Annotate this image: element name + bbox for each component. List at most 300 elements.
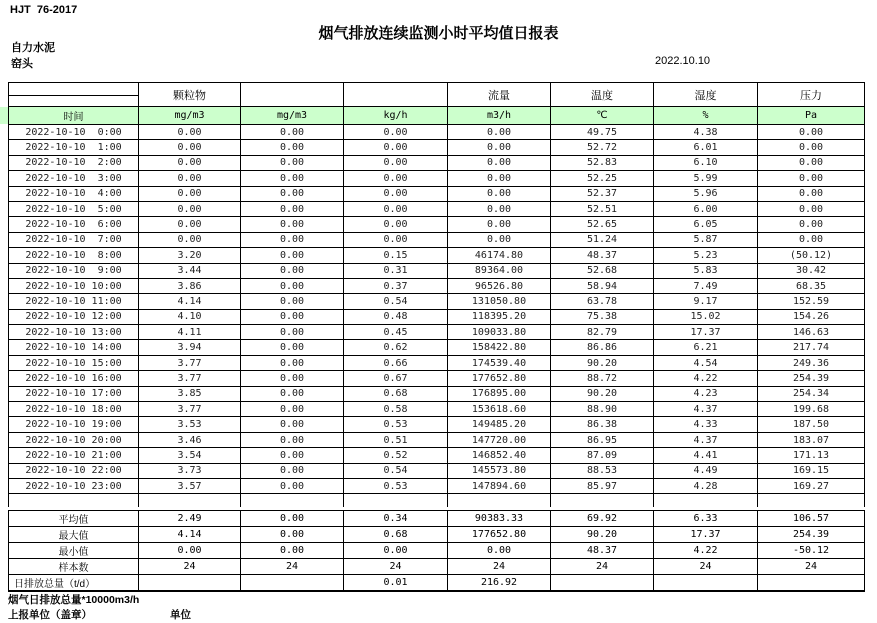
value-cell: 0.00 (139, 140, 241, 155)
time-cell: 2022-10-10 13:00 (9, 325, 139, 340)
value-cell: 0.52 (344, 448, 448, 463)
value-cell: 24 (551, 559, 654, 575)
value-cell: 106.57 (758, 511, 865, 527)
hour-row (9, 402, 865, 417)
time-cell: 2022-10-10 7:00 (9, 232, 139, 247)
value-cell: 51.24 (551, 232, 654, 247)
value-cell: 0.00 (758, 201, 865, 216)
hour-row (9, 248, 865, 263)
value-cell: 0.34 (344, 511, 448, 527)
value-cell: 131050.80 (448, 294, 551, 309)
unit-header-row (9, 107, 865, 125)
value-cell: 0.00 (448, 171, 551, 186)
value-cell: 4.49 (654, 463, 758, 478)
hour-row (9, 171, 865, 186)
value-cell: 0.00 (758, 232, 865, 247)
value-cell: 0.45 (344, 325, 448, 340)
value-cell: 0.00 (241, 201, 344, 216)
value-cell: 3.77 (139, 355, 241, 370)
value-cell: 90.20 (551, 355, 654, 370)
value-cell: 52.51 (551, 201, 654, 216)
value-cell: 0.00 (139, 155, 241, 170)
value-cell: 0.01 (344, 575, 448, 592)
value-cell: 0.00 (241, 463, 344, 478)
hour-row (9, 186, 865, 201)
value-cell: 46174.80 (448, 248, 551, 263)
value-cell: 216.92 (448, 575, 551, 592)
value-cell (241, 575, 344, 592)
value-cell: 4.38 (654, 125, 758, 140)
value-cell: 0.00 (344, 171, 448, 186)
value-cell: 5.87 (654, 232, 758, 247)
value-cell: 90.20 (551, 386, 654, 401)
time-cell: 2022-10-10 6:00 (9, 217, 139, 232)
hour-row (9, 325, 865, 340)
value-cell: 3.20 (139, 248, 241, 263)
value-cell: 146.63 (758, 325, 865, 340)
value-cell: 0.00 (241, 527, 344, 543)
value-cell: 5.99 (654, 171, 758, 186)
value-cell (139, 575, 241, 592)
value-cell: 4.23 (654, 386, 758, 401)
value-cell: 0.00 (448, 232, 551, 247)
value-cell: 0.00 (758, 171, 865, 186)
value-cell: 58.94 (551, 278, 654, 293)
summary-label-cell: 最大值 (9, 527, 139, 543)
summary-label-cell: 日排放总量（t/d） (9, 575, 139, 592)
value-cell: 0.00 (241, 355, 344, 370)
value-cell: 0.00 (758, 217, 865, 232)
value-cell: 0.37 (344, 278, 448, 293)
group-header-pressure: 压力 (758, 83, 865, 107)
value-cell: 0.00 (241, 511, 344, 527)
value-cell: 86.86 (551, 340, 654, 355)
hour-row (9, 140, 865, 155)
time-cell: 2022-10-10 4:00 (9, 186, 139, 201)
value-cell: 177652.80 (448, 527, 551, 543)
time-cell: 2022-10-10 19:00 (9, 417, 139, 432)
time-cell: 2022-10-10 5:00 (9, 201, 139, 216)
value-cell: 4.22 (654, 371, 758, 386)
value-cell: 3.44 (139, 263, 241, 278)
value-cell: 89364.00 (448, 263, 551, 278)
summary-row (9, 527, 865, 543)
value-cell: 0.00 (344, 155, 448, 170)
time-header-split-cell (9, 83, 139, 107)
spacer-cell (9, 494, 139, 507)
value-cell: 169.15 (758, 463, 865, 478)
time-cell: 2022-10-10 1:00 (9, 140, 139, 155)
hour-row (9, 294, 865, 309)
summary-row (9, 543, 865, 559)
spacer-cell (344, 494, 448, 507)
value-cell: 0.00 (241, 325, 344, 340)
value-cell: 109033.80 (448, 325, 551, 340)
value-cell: 4.54 (654, 355, 758, 370)
spacer-cell (758, 494, 865, 507)
value-cell: 4.41 (654, 448, 758, 463)
hour-row (9, 371, 865, 386)
value-cell: 5.23 (654, 248, 758, 263)
report-date: 2022.10.10 (655, 55, 711, 67)
value-cell: 3.57 (139, 478, 241, 493)
value-cell: 146852.40 (448, 448, 551, 463)
value-cell (758, 575, 865, 592)
value-cell: 0.00 (241, 186, 344, 201)
hour-row (9, 355, 865, 370)
value-cell: 118395.20 (448, 309, 551, 324)
value-cell: 30.42 (758, 263, 865, 278)
time-cell: 2022-10-10 18:00 (9, 402, 139, 417)
summary-label-cell: 平均值 (9, 511, 139, 527)
spacer-cell (654, 494, 758, 507)
value-cell: 0.00 (241, 125, 344, 140)
report-unit-label: 上报单位（盖章） (8, 609, 92, 621)
value-cell: 52.72 (551, 140, 654, 155)
time-cell: 2022-10-10 10:00 (9, 278, 139, 293)
page-title: 烟气排放连续监测小时平均值日报表 (318, 25, 559, 42)
value-cell: 147720.00 (448, 432, 551, 447)
spacer-cell (448, 494, 551, 507)
value-cell: 3.77 (139, 371, 241, 386)
time-cell: 2022-10-10 11:00 (9, 294, 139, 309)
value-cell: 52.83 (551, 155, 654, 170)
value-cell: 254.39 (758, 527, 865, 543)
spacer-row (9, 494, 865, 507)
value-cell: 49.75 (551, 125, 654, 140)
unit-label: 单位 (170, 609, 191, 621)
value-cell: 0.00 (241, 402, 344, 417)
value-cell: 0.00 (241, 171, 344, 186)
value-cell: 0.00 (241, 448, 344, 463)
value-cell: 88.90 (551, 402, 654, 417)
value-cell: 85.97 (551, 478, 654, 493)
monitoring-point: 窑头 (11, 58, 33, 70)
value-cell: 15.02 (654, 309, 758, 324)
spacer-cell (551, 494, 654, 507)
value-cell: 52.65 (551, 217, 654, 232)
value-cell: 187.50 (758, 417, 865, 432)
value-cell: 171.13 (758, 448, 865, 463)
value-cell: 63.78 (551, 294, 654, 309)
value-cell: 7.49 (654, 278, 758, 293)
hour-row (9, 125, 865, 140)
value-cell: 4.11 (139, 325, 241, 340)
value-cell: 4.10 (139, 309, 241, 324)
spacer-body (9, 494, 865, 507)
time-cell: 2022-10-10 0:00 (9, 125, 139, 140)
hour-row (9, 417, 865, 432)
value-cell: 254.39 (758, 371, 865, 386)
value-cell: 0.54 (344, 463, 448, 478)
value-cell: 3.54 (139, 448, 241, 463)
hour-row (9, 217, 865, 232)
time-cell: 2022-10-10 21:00 (9, 448, 139, 463)
hour-row (9, 386, 865, 401)
value-cell: 0.00 (241, 140, 344, 155)
value-cell: 3.53 (139, 417, 241, 432)
value-cell: 0.00 (139, 201, 241, 216)
value-cell: 0.00 (241, 217, 344, 232)
time-cell: 2022-10-10 3:00 (9, 171, 139, 186)
value-cell: 0.00 (139, 186, 241, 201)
value-cell: 0.62 (344, 340, 448, 355)
value-cell: 0.58 (344, 402, 448, 417)
time-cell: 2022-10-10 20:00 (9, 432, 139, 447)
value-cell: 48.37 (551, 248, 654, 263)
value-cell: 0.00 (344, 201, 448, 216)
spacer-cell (241, 494, 344, 507)
value-cell: 6.33 (654, 511, 758, 527)
value-cell: 90383.33 (448, 511, 551, 527)
value-cell: 176895.00 (448, 386, 551, 401)
value-cell: 177652.80 (448, 371, 551, 386)
value-cell: 52.37 (551, 186, 654, 201)
value-cell: 5.96 (654, 186, 758, 201)
value-cell: 0.00 (139, 217, 241, 232)
time-cell: 2022-10-10 9:00 (9, 263, 139, 278)
value-cell: 0.51 (344, 432, 448, 447)
value-cell: 145573.80 (448, 463, 551, 478)
group-header-temperature: 温度 (551, 83, 654, 107)
time-cell: 2022-10-10 23:00 (9, 478, 139, 493)
value-cell: 0.67 (344, 371, 448, 386)
value-cell: 69.92 (551, 511, 654, 527)
value-cell: 6.21 (654, 340, 758, 355)
value-cell: 4.28 (654, 478, 758, 493)
value-cell: 48.37 (551, 543, 654, 559)
value-cell: 0.53 (344, 478, 448, 493)
value-cell: 24 (448, 559, 551, 575)
value-cell: 6.01 (654, 140, 758, 155)
time-cell: 2022-10-10 15:00 (9, 355, 139, 370)
value-cell: 0.00 (139, 543, 241, 559)
value-cell: 183.07 (758, 432, 865, 447)
value-cell: (50.12) (758, 248, 865, 263)
value-cell: 0.15 (344, 248, 448, 263)
value-cell: 0.00 (241, 263, 344, 278)
unit-header-mgm3-2: mg/m3 (241, 107, 344, 125)
hour-row (9, 201, 865, 216)
time-cell: 2022-10-10 14:00 (9, 340, 139, 355)
hour-row (9, 155, 865, 170)
value-cell: 2.49 (139, 511, 241, 527)
group-header-flow: 流量 (448, 83, 551, 107)
value-cell: 0.00 (344, 232, 448, 247)
value-cell (654, 575, 758, 592)
hour-row (9, 309, 865, 324)
summary-rows-body (9, 511, 865, 592)
hourly-data-table (8, 82, 865, 507)
value-cell: 90.20 (551, 527, 654, 543)
value-cell: 24 (344, 559, 448, 575)
hour-row (9, 463, 865, 478)
spacer-cell (139, 494, 241, 507)
value-cell: 3.46 (139, 432, 241, 447)
value-cell: 199.68 (758, 402, 865, 417)
value-cell: 217.74 (758, 340, 865, 355)
value-cell: 9.17 (654, 294, 758, 309)
summary-row (9, 511, 865, 527)
value-cell: 0.00 (448, 155, 551, 170)
value-cell: 0.00 (448, 125, 551, 140)
hour-row (9, 232, 865, 247)
hour-row (9, 278, 865, 293)
value-cell (551, 575, 654, 592)
value-cell: 0.00 (241, 417, 344, 432)
value-cell: 174539.40 (448, 355, 551, 370)
value-cell: 86.38 (551, 417, 654, 432)
value-cell: 0.00 (241, 294, 344, 309)
flow-total-note: 烟气日排放总量*10000m3/h (8, 594, 140, 606)
value-cell: 0.00 (139, 232, 241, 247)
group-header-particulate: 颗粒物 (139, 83, 241, 107)
value-cell: 87.09 (551, 448, 654, 463)
value-cell: 0.00 (758, 125, 865, 140)
value-cell: 0.00 (241, 155, 344, 170)
value-cell: 96526.80 (448, 278, 551, 293)
value-cell: 0.68 (344, 527, 448, 543)
value-cell: 4.14 (139, 294, 241, 309)
value-cell: 0.00 (758, 140, 865, 155)
value-cell: 4.33 (654, 417, 758, 432)
value-cell: 0.48 (344, 309, 448, 324)
value-cell: 0.00 (448, 217, 551, 232)
unit-header-m3h: m3/h (448, 107, 551, 125)
value-cell: 0.00 (344, 186, 448, 201)
value-cell: 5.83 (654, 263, 758, 278)
value-cell: 75.38 (551, 309, 654, 324)
hour-row (9, 448, 865, 463)
value-cell: 68.35 (758, 278, 865, 293)
group-header-blank-1 (241, 83, 344, 107)
summary-table (8, 510, 865, 592)
value-cell: 86.95 (551, 432, 654, 447)
value-cell: 0.00 (241, 309, 344, 324)
value-cell: 4.22 (654, 543, 758, 559)
value-cell: 0.00 (344, 543, 448, 559)
hour-row (9, 263, 865, 278)
group-header-row (9, 83, 865, 107)
value-cell: 0.54 (344, 294, 448, 309)
time-cell: 2022-10-10 22:00 (9, 463, 139, 478)
summary-label-cell: 样本数 (9, 559, 139, 575)
hour-row (9, 340, 865, 355)
value-cell: 0.68 (344, 386, 448, 401)
value-cell: 24 (758, 559, 865, 575)
value-cell: 154.26 (758, 309, 865, 324)
value-cell: 149485.20 (448, 417, 551, 432)
value-cell: 169.27 (758, 478, 865, 493)
value-cell: 6.00 (654, 201, 758, 216)
value-cell: 0.00 (139, 125, 241, 140)
value-cell: 88.53 (551, 463, 654, 478)
time-cell: 2022-10-10 12:00 (9, 309, 139, 324)
summary-label-cell: 最小值 (9, 543, 139, 559)
value-cell: 6.05 (654, 217, 758, 232)
standard-number: HJT 76-2017 (10, 4, 78, 16)
value-cell: 4.37 (654, 402, 758, 417)
value-cell: 17.37 (654, 325, 758, 340)
value-cell: 0.66 (344, 355, 448, 370)
value-cell: 0.00 (344, 140, 448, 155)
value-cell: 0.00 (758, 155, 865, 170)
value-cell: 0.00 (448, 543, 551, 559)
value-cell: 254.34 (758, 386, 865, 401)
unit-header-celsius: ℃ (551, 107, 654, 125)
value-cell: 153618.60 (448, 402, 551, 417)
value-cell: 24 (654, 559, 758, 575)
value-cell: 17.37 (654, 527, 758, 543)
value-cell: 3.73 (139, 463, 241, 478)
time-cell: 2022-10-10 17:00 (9, 386, 139, 401)
value-cell: 0.00 (448, 186, 551, 201)
summary-row (9, 559, 865, 575)
value-cell: 0.00 (241, 371, 344, 386)
value-cell: 0.53 (344, 417, 448, 432)
value-cell: 0.00 (241, 278, 344, 293)
hourly-rows-body (9, 125, 865, 494)
value-cell: 0.00 (241, 543, 344, 559)
company-name: 自力水泥 (11, 42, 55, 54)
value-cell: 0.00 (241, 432, 344, 447)
hour-row (9, 478, 865, 493)
group-header-humidity: 湿度 (654, 83, 758, 107)
value-cell: 0.00 (241, 386, 344, 401)
value-cell: 52.25 (551, 171, 654, 186)
unit-header-pa: Pa (758, 107, 865, 125)
value-cell: 0.00 (241, 248, 344, 263)
value-cell: 0.00 (344, 125, 448, 140)
unit-header-kgh: kg/h (344, 107, 448, 125)
value-cell: 0.00 (344, 217, 448, 232)
value-cell: 4.14 (139, 527, 241, 543)
summary-row (9, 575, 865, 592)
value-cell: 152.59 (758, 294, 865, 309)
unit-header-time: 时间 (9, 107, 139, 125)
value-cell: -50.12 (758, 543, 865, 559)
value-cell: 4.37 (654, 432, 758, 447)
time-cell: 2022-10-10 2:00 (9, 155, 139, 170)
value-cell: 52.68 (551, 263, 654, 278)
value-cell: 82.79 (551, 325, 654, 340)
unit-header-percent: % (654, 107, 758, 125)
time-cell: 2022-10-10 16:00 (9, 371, 139, 386)
value-cell: 88.72 (551, 371, 654, 386)
value-cell: 0.00 (448, 140, 551, 155)
group-header-blank-2 (344, 83, 448, 107)
value-cell: 3.86 (139, 278, 241, 293)
value-cell: 6.10 (654, 155, 758, 170)
value-cell: 0.00 (448, 201, 551, 216)
value-cell: 24 (241, 559, 344, 575)
value-cell: 0.00 (241, 232, 344, 247)
hour-row (9, 432, 865, 447)
value-cell: 3.85 (139, 386, 241, 401)
value-cell: 24 (139, 559, 241, 575)
value-cell: 0.31 (344, 263, 448, 278)
value-cell: 147894.60 (448, 478, 551, 493)
value-cell: 0.00 (241, 340, 344, 355)
value-cell: 249.36 (758, 355, 865, 370)
value-cell: 0.00 (139, 171, 241, 186)
value-cell: 0.00 (241, 478, 344, 493)
value-cell: 158422.80 (448, 340, 551, 355)
value-cell: 3.77 (139, 402, 241, 417)
unit-header-mgm3-1: mg/m3 (139, 107, 241, 125)
split-divider (9, 95, 138, 96)
value-cell: 0.00 (758, 186, 865, 201)
